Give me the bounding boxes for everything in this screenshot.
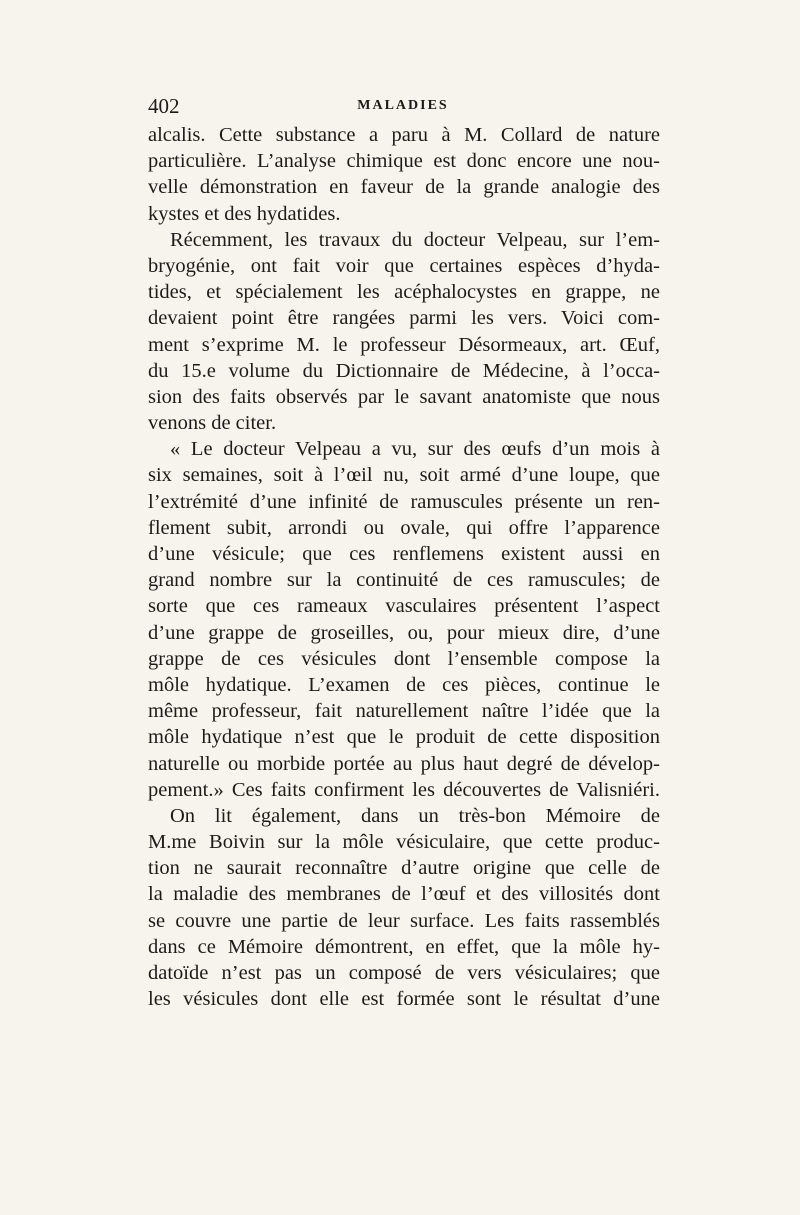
- text-line: particulière. L’analyse chimique est donc encore une nou-: [148, 150, 660, 173]
- text-line: naturelle ou morbide portée au plus haut degré de dévelop-: [148, 752, 660, 775]
- text-line: d’une grappe de groseilles, ou, pour mieux dire, d’une: [148, 621, 660, 644]
- text-line: grappe de ces vésicules dont l’ensemble compose la: [148, 647, 660, 670]
- text-line: tides, et spécialement les acéphalocystes en grappe, ne: [148, 281, 660, 304]
- text-line: ment s’exprime M. le professeur Désormeaux, art. Œuf,: [148, 333, 660, 356]
- text-line: même professeur, fait naturellement naître l’idée que la: [148, 700, 660, 723]
- text-line: la maladie des membranes de l’œuf et des villosités dont: [148, 883, 660, 906]
- text-line: six semaines, soit à l’œil nu, soit armé d’une loupe, que: [148, 464, 660, 487]
- text-line: du 15.e volume du Dictionnaire de Médecine, à l’occa-: [148, 359, 660, 382]
- text-line: devaient point être rangées parmi les vers. Voici com-: [148, 307, 660, 330]
- text-line: pement.» Ces faits confirment les découvertes de Valisniéri.: [148, 778, 660, 801]
- text-line: se couvre une partie de leur surface. Les faits rassemblés: [148, 909, 660, 932]
- text-line: kystes et des hydatides.: [148, 202, 341, 225]
- page-number: 402: [148, 94, 180, 118]
- text-line: « Le docteur Velpeau a vu, sur des œufs d’un mois à: [170, 438, 660, 461]
- text-line: venons de citer.: [148, 412, 277, 435]
- text-line: Récemment, les travaux du docteur Velpeau, sur l’em-: [170, 228, 660, 251]
- text-line: les vésicules dont elle est formée sont le résultat d’une: [148, 988, 660, 1011]
- body-text: [148, 122, 660, 1012]
- text-line: velle démonstration en faveur de la grande analogie des: [148, 176, 660, 199]
- text-line: On lit également, dans un très-bon Mémoire de: [170, 804, 660, 827]
- text-line: sion des faits observés par le savant anatomiste que nous: [148, 385, 660, 408]
- text-line: alcalis. Cette substance a paru à M. Collard de nature: [148, 124, 660, 146]
- text-line: sorte que ces rameaux vasculaires présentent l’aspect: [148, 595, 660, 618]
- text-line: d’une vésicule; que ces renflemens existent aussi en: [148, 543, 660, 565]
- text-line: M.me Boivin sur la môle vésiculaire, que cette produc-: [148, 831, 660, 854]
- text-line: dans ce Mémoire démontrent, en effet, que la môle hy-: [148, 935, 660, 958]
- text-line: flement subit, arrondi ou ovale, qui offre l’apparence: [148, 516, 660, 539]
- text-line: l’extrémité d’une infinité de ramuscules présente un ren-: [148, 490, 660, 513]
- text-line: bryogénie, ont fait voir que certaines espèces d’hyda-: [148, 254, 660, 277]
- page-header: [148, 94, 658, 120]
- running-head: MALADIES: [357, 98, 449, 113]
- text-line: datoïde n’est pas un composé de vers vésiculaires; que: [148, 962, 660, 984]
- text-line: grand nombre sur la continuité de ces ramuscules; de: [148, 569, 660, 592]
- text-line: tion ne saurait reconnaître d’autre origine que celle de: [148, 857, 660, 880]
- text-line: môle hydatique. L’examen de ces pièces, continue le: [148, 673, 660, 696]
- text-line: môle hydatique n’est que le produit de cette disposition: [148, 726, 660, 749]
